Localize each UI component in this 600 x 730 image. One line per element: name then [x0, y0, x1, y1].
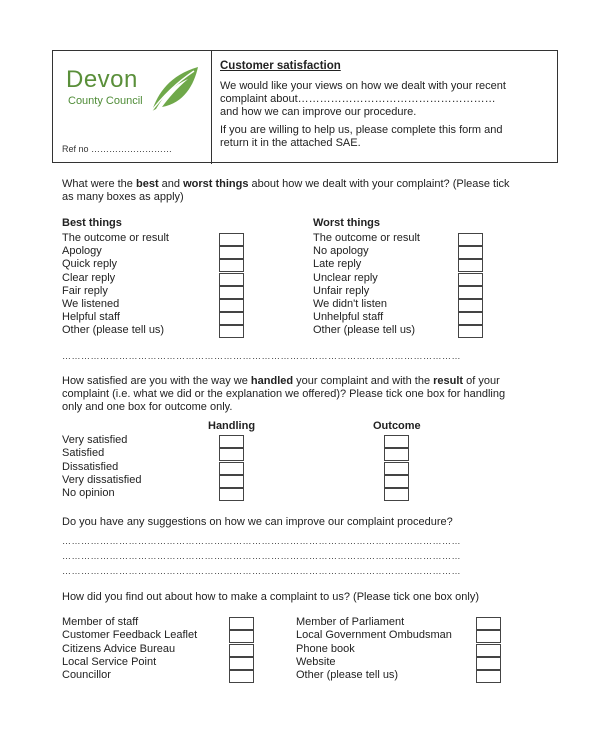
- source-option-checkbox[interactable]: [229, 657, 254, 670]
- header-divider: [211, 51, 212, 164]
- intro-line: and how we can improve our procedure.: [220, 106, 417, 118]
- outcome-checkbox[interactable]: [384, 488, 409, 501]
- ref-no: Ref no ………………………: [62, 144, 173, 154]
- best-option-label: Quick reply: [62, 258, 118, 271]
- source-option-label: Councillor: [62, 669, 111, 682]
- source-option-label: Local Service Point: [62, 655, 157, 668]
- satisfaction-option-label: Very dissatisfied: [62, 473, 142, 486]
- satisfaction-option-label: Very satisfied: [62, 434, 128, 446]
- best-option-label: Helpful staff: [62, 311, 120, 324]
- source-option-label: Website: [296, 655, 336, 668]
- return-line: return it in the attached SAE.: [220, 137, 361, 149]
- outcome-checkbox[interactable]: [384, 448, 409, 461]
- source-option-checkbox[interactable]: [476, 630, 501, 643]
- worst-option-checkbox[interactable]: [458, 286, 483, 299]
- best-option-label: We listened: [62, 298, 120, 310]
- q4-question: How did you find out about how to make a complaint to us? (Please tick one box only): [62, 591, 480, 603]
- best-option-checkbox[interactable]: [219, 325, 244, 338]
- best-option-label: Fair reply: [62, 284, 108, 297]
- intro-line: We would like your views on how we dealt with your recent: [220, 80, 506, 92]
- source-option-checkbox[interactable]: [476, 657, 501, 670]
- q2-question: How satisfied are you with the way we handled your complaint and with the result of your complaint (i.e. what we did or the explanation we offered)? Please tick one box for handling only and one box for outcome only.: [62, 375, 506, 413]
- worst-option-label: Late reply: [313, 258, 362, 271]
- form-title: Customer satisfaction: [220, 60, 341, 72]
- best-option-label: The outcome or result: [62, 232, 169, 244]
- worst-heading: Worst things: [313, 217, 381, 229]
- source-option-label: Customer Feedback Leaflet: [62, 629, 198, 642]
- best-option-label: Other (please tell us): [62, 324, 165, 337]
- best-option-checkbox[interactable]: [219, 259, 244, 272]
- source-option-label: Member of staff: [62, 616, 139, 628]
- leaf-logo-icon: [148, 63, 202, 115]
- best-option-checkbox[interactable]: [219, 273, 244, 286]
- q3-dots-line[interactable]: ………………………………………………………………………………………………………………: [62, 551, 461, 561]
- logo-subtitle: County Council: [68, 95, 143, 107]
- q3-question: Do you have any suggestions on how we can improve our complaint procedure?: [62, 516, 453, 528]
- best-option-checkbox[interactable]: [219, 233, 244, 246]
- satisfaction-option-label: Satisfied: [62, 447, 105, 460]
- handling-checkbox[interactable]: [219, 488, 244, 501]
- handling-checkbox[interactable]: [219, 462, 244, 475]
- source-option-label: Citizens Advice Bureau: [62, 642, 176, 655]
- source-option-checkbox[interactable]: [229, 670, 254, 683]
- worst-option-label: Unfair reply: [313, 284, 370, 297]
- source-option-label: Other (please tell us): [296, 669, 399, 682]
- source-option-checkbox[interactable]: [229, 617, 254, 630]
- source-option-checkbox[interactable]: [476, 644, 501, 657]
- source-option-label: Local Government Ombudsman: [296, 629, 452, 642]
- return-line: If you are willing to help us, please complete this form and: [220, 124, 503, 136]
- handling-checkbox[interactable]: [219, 475, 244, 488]
- best-option-label: Apology: [62, 245, 102, 258]
- q3-dots-line[interactable]: ………………………………………………………………………………………………………………: [62, 536, 461, 546]
- best-option-checkbox[interactable]: [219, 312, 244, 325]
- worst-option-label: The outcome or result: [313, 232, 420, 244]
- q3-dots-line[interactable]: ………………………………………………………………………………………………………………: [62, 566, 461, 576]
- source-option-checkbox[interactable]: [476, 617, 501, 630]
- outcome-checkbox[interactable]: [384, 435, 409, 448]
- intro-text: [220, 80, 506, 119]
- q1-other-dots[interactable]: ………………………………………………………………………………………………………………: [62, 351, 461, 361]
- return-text: [220, 124, 502, 150]
- handling-checkbox[interactable]: [219, 435, 244, 448]
- handling-checkbox[interactable]: [219, 448, 244, 461]
- worst-option-checkbox[interactable]: [458, 299, 483, 312]
- satisfaction-option-label: Dissatisfied: [62, 460, 119, 473]
- best-heading: Best things: [62, 217, 122, 229]
- worst-option-checkbox[interactable]: [458, 233, 483, 246]
- best-option-checkbox[interactable]: [219, 246, 244, 259]
- worst-option-checkbox[interactable]: [458, 273, 483, 286]
- best-option-label: Clear reply: [62, 271, 116, 284]
- worst-option-label: Unclear reply: [313, 271, 378, 284]
- outcome-checkbox[interactable]: [384, 462, 409, 475]
- best-option-checkbox[interactable]: [219, 299, 244, 312]
- worst-option-label: We didn't listen: [313, 298, 388, 310]
- satisfaction-option-label: No opinion: [62, 487, 115, 500]
- best-option-checkbox[interactable]: [219, 286, 244, 299]
- worst-option-label: Other (please tell us): [313, 324, 416, 337]
- source-option-label: Phone book: [296, 642, 355, 655]
- intro-line: complaint about………………………………………………: [220, 93, 496, 105]
- worst-option-label: No apology: [313, 245, 369, 258]
- source-option-checkbox[interactable]: [229, 630, 254, 643]
- worst-option-checkbox[interactable]: [458, 246, 483, 259]
- logo-title: Devon: [66, 66, 138, 93]
- source-option-label: Member of Parliament: [296, 616, 405, 628]
- worst-option-checkbox[interactable]: [458, 312, 483, 325]
- source-option-checkbox[interactable]: [476, 670, 501, 683]
- worst-option-checkbox[interactable]: [458, 259, 483, 272]
- handling-heading: Handling: [208, 420, 256, 432]
- outcome-checkbox[interactable]: [384, 475, 409, 488]
- worst-option-label: Unhelpful staff: [313, 311, 384, 324]
- q1-question: What were the best and worst things about how we dealt with your complaint? (Please tick as many boxes as apply): [62, 178, 510, 203]
- source-option-checkbox[interactable]: [229, 644, 254, 657]
- outcome-heading: Outcome: [373, 420, 421, 432]
- worst-option-checkbox[interactable]: [458, 325, 483, 338]
